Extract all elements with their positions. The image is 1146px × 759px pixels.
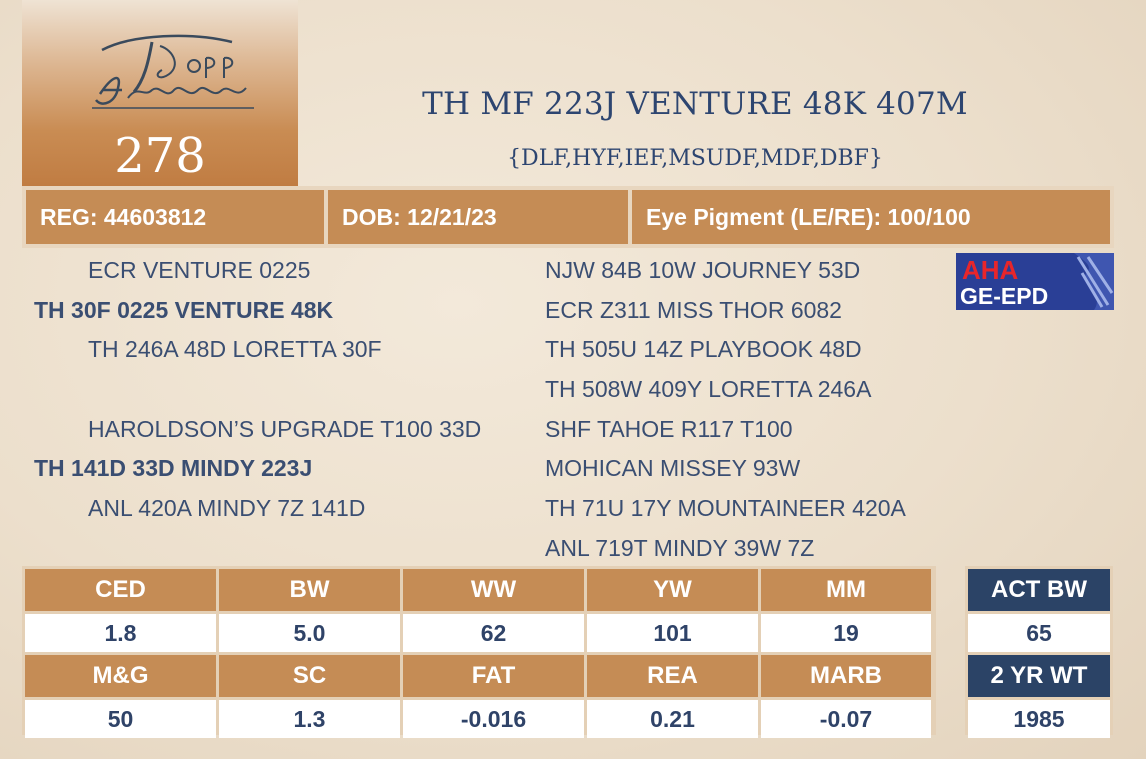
ancestor: ANL 719T MINDY 39W 7Z — [545, 535, 815, 561]
ancestor: MOHICAN MISSEY 93W — [545, 455, 801, 481]
eye-pigment: Eye Pigment (LE/RE): 100/100 — [632, 190, 1110, 244]
epd-header-ww: WW — [403, 569, 584, 611]
epd-value-rea: 0.21 — [587, 700, 758, 738]
ancestor: ECR Z311 MISS THOR 6082 — [545, 297, 842, 323]
act-bw-header: ACT BW — [968, 569, 1110, 611]
date-of-birth: DOB: 12/21/23 — [328, 190, 628, 244]
epd-value-mm: 19 — [761, 614, 931, 652]
epd-header-yw: YW — [587, 569, 758, 611]
lot-number: 278 — [114, 128, 206, 184]
dam: TH 141D 33D MINDY 223J — [34, 455, 313, 481]
actual-weights-table — [965, 566, 1113, 735]
epd-value-yw: 101 — [587, 614, 758, 652]
act-bw-value: 65 — [968, 614, 1110, 652]
epd-header-bw: BW — [219, 569, 400, 611]
ancestor: NJW 84B 10W JOURNEY 53D — [545, 257, 861, 283]
ancestor: SHF TAHOE R117 T100 — [545, 416, 793, 442]
dam-sire: HAROLDSON’S UPGRADE T100 33D — [88, 416, 482, 442]
svg-text:GE-EPD: GE-EPD — [960, 283, 1049, 309]
epd-header-ced: CED — [25, 569, 216, 611]
dam-dam: ANL 420A MINDY 7Z 141D — [88, 495, 366, 521]
epd-header-mg: M&G — [25, 655, 216, 697]
epd-header-sc: SC — [219, 655, 400, 697]
epd-value-mg: 50 — [25, 700, 216, 738]
two-yr-wt-header: 2 YR WT — [968, 655, 1110, 697]
sire-sire: ECR VENTURE 0225 — [88, 257, 311, 283]
epd-header-fat: FAT — [403, 655, 584, 697]
epd-value-ww: 62 — [403, 614, 584, 652]
epd-header-rea: REA — [587, 655, 758, 697]
sire: TH 30F 0225 VENTURE 48K — [34, 297, 334, 323]
epd-header-mm: MM — [761, 569, 931, 611]
aha-ge-epd-logo — [956, 253, 1114, 310]
info-bar — [22, 186, 1114, 248]
epd-value-fat: -0.016 — [403, 700, 584, 738]
epd-header-marb: MARB — [761, 655, 931, 697]
ancestor: TH 508W 409Y LORETTA 246A — [545, 376, 872, 402]
epd-table — [22, 566, 936, 735]
genetic-status-tags: {DLF,HYF,IEF,MSUDF,MDF,DBF} — [507, 146, 883, 171]
registration-number: REG: 44603812 — [26, 190, 324, 244]
epd-value-marb: -0.07 — [761, 700, 931, 738]
logo-panel — [22, 0, 298, 187]
epd-value-sc: 1.3 — [219, 700, 400, 738]
svg-text:AHA: AHA — [962, 255, 1019, 285]
ancestor: TH 505U 14Z PLAYBOOK 48D — [545, 336, 862, 362]
topp-herefords-logo — [82, 28, 262, 118]
two-yr-wt-value: 1985 — [968, 700, 1110, 738]
sire-dam: TH 246A 48D LORETTA 30F — [88, 336, 382, 362]
animal-name: TH MF 223J VENTURE 48K 407M — [422, 86, 968, 122]
epd-value-bw: 5.0 — [219, 614, 400, 652]
epd-value-ced: 1.8 — [25, 614, 216, 652]
ancestor: TH 71U 17Y MOUNTAINEER 420A — [545, 495, 906, 521]
